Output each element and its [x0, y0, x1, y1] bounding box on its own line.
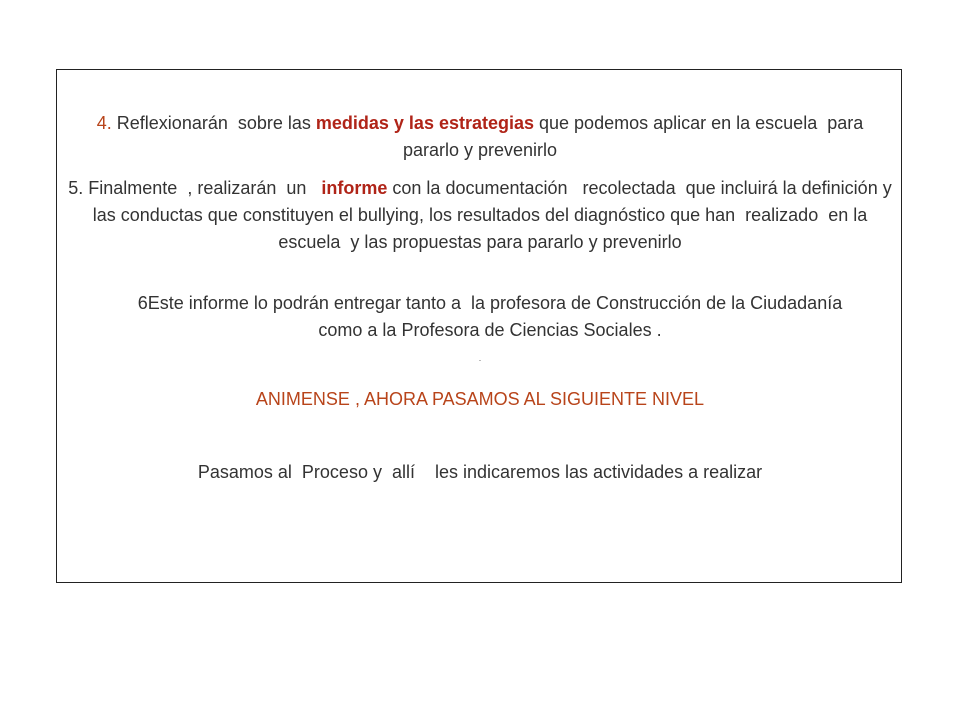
step-4-highlight: medidas y las estrategias: [315, 113, 535, 133]
content-box: [56, 69, 902, 583]
paragraph-step-6: 6Este informe lo podrán entregar tanto a la profesora de Construcción de la Ciudadanía como a la Profesora de Ciencias Sociales .: [137, 293, 848, 340]
encouragement-line: ANIMENSE , AHORA PASAMOS AL SIGUIENTE NIVEL: [255, 389, 705, 409]
step-5-highlight: informe: [321, 178, 388, 198]
paragraph-step-5: [67, 175, 897, 256]
paragraph-step-4: [77, 110, 883, 164]
step-4-text-after: que podemos aplicar en la escuela para pararlo y prevenirlo: [402, 113, 869, 160]
separator-dot: .: [478, 353, 482, 363]
step-5-text-before: 5. Finalmente , realizarán un: [68, 178, 322, 198]
next-step-line: Pasamos al Proceso y allí les indicaremos las actividades a realizar: [197, 462, 763, 482]
step-4-number: 4.: [96, 113, 112, 133]
step-5-text-after: con la documentación recolectada que incluirá la definición y las conductas que constituyen el bullying, los resultados del diagnóstico que han realizado en la escuela y las propuestas para pararlo y prevenirlo: [92, 178, 897, 252]
step-4-text-before: Reflexionarán sobre las: [111, 113, 316, 133]
